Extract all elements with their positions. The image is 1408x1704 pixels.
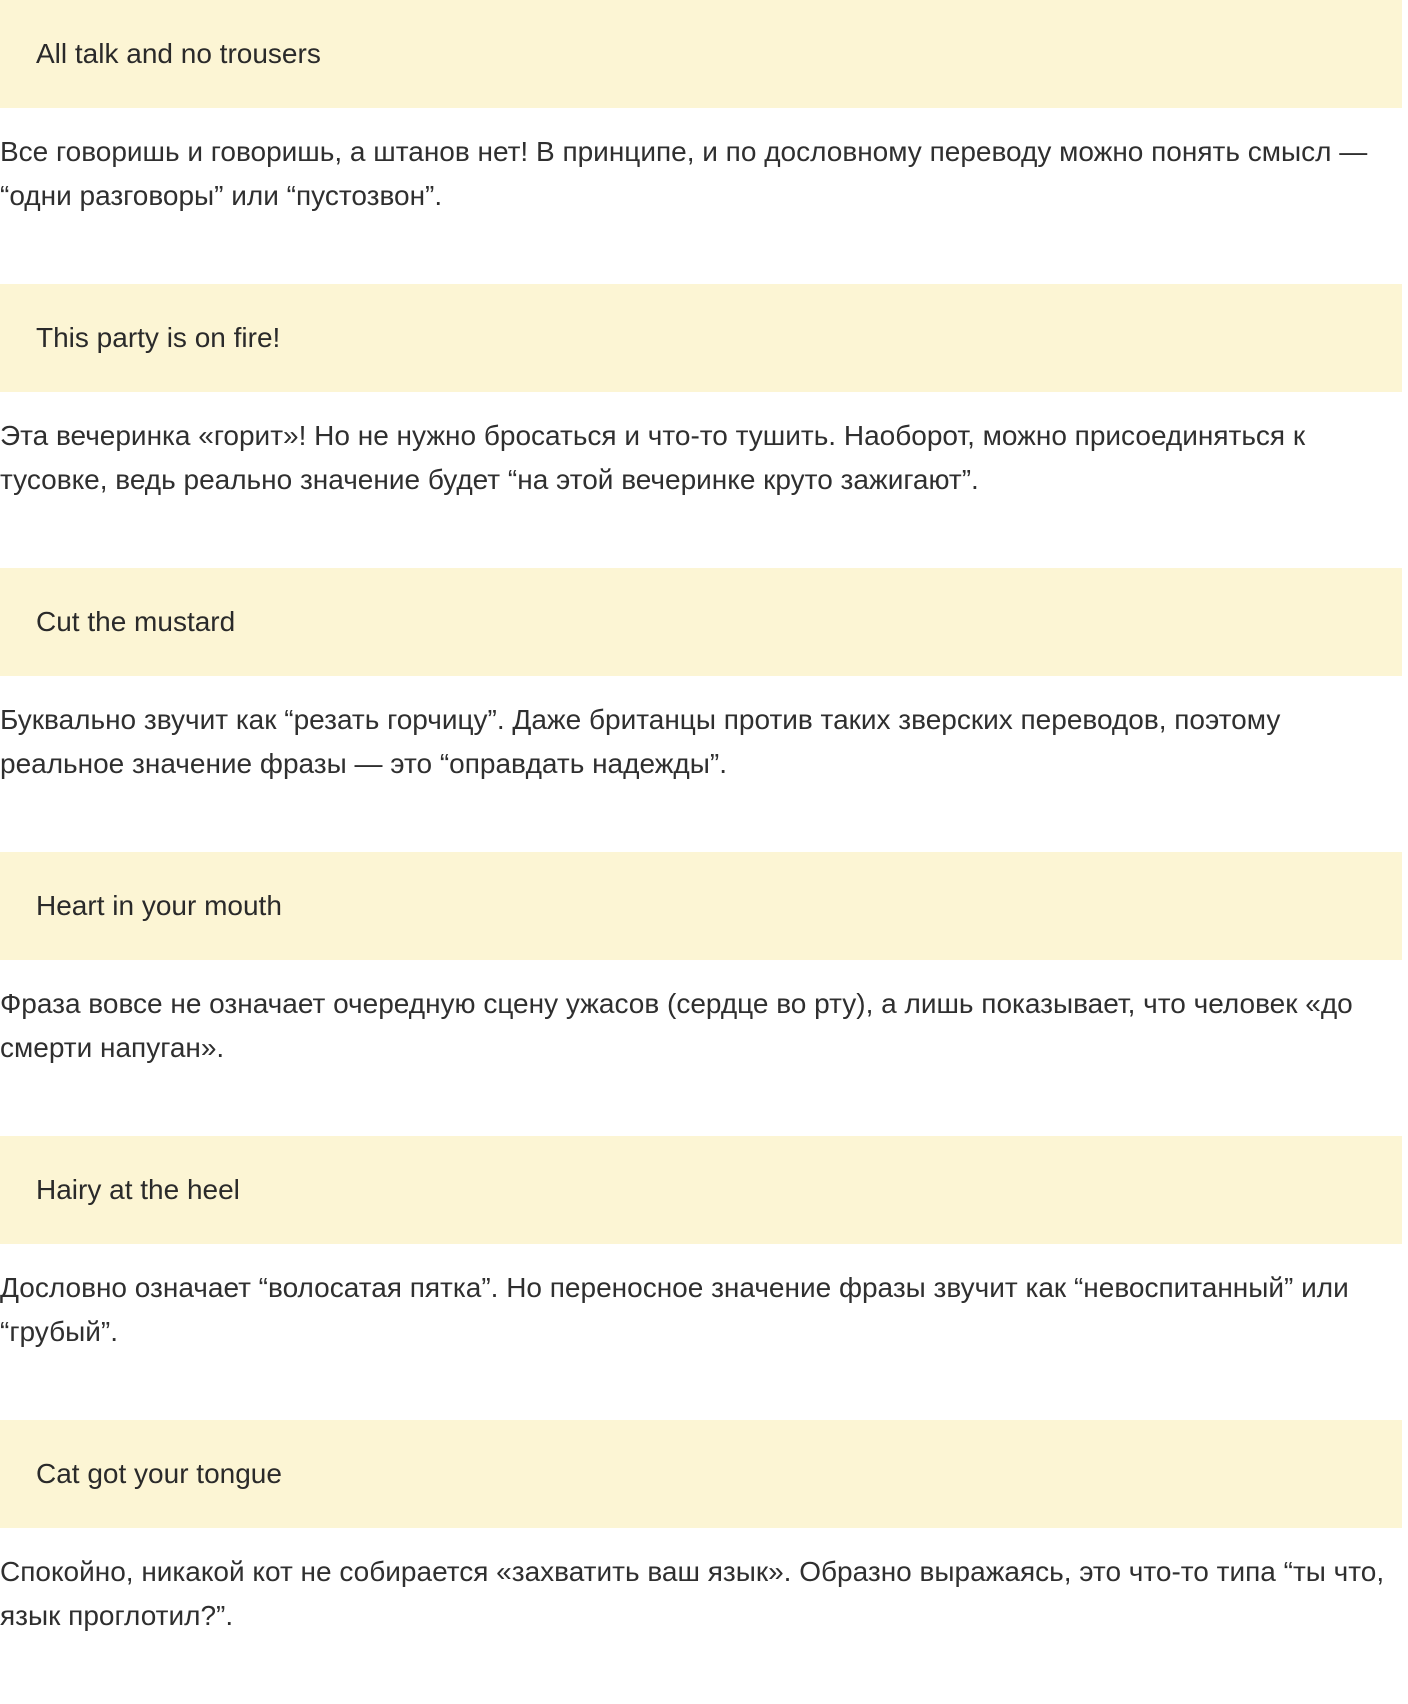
idiom-meaning: Спокойно, никакой кот не собирается «захватить ваш язык». Образно выражаясь, это что-то типа “ты что, язык проглотил?”. [0, 1556, 1385, 1631]
idiom-meaning: Фраза вовсе не означает очередную сцену ужасов (сердце во рту), а лишь показывает, что человек «до смерти напуган». [0, 988, 1353, 1063]
phrase-highlight-box [0, 0, 1402, 108]
idiom-entry [0, 1136, 1408, 1420]
idiom-phrase: This party is on fire! [36, 322, 281, 353]
idiom-entry [0, 284, 1408, 568]
idiom-meaning: Эта вечеринка «горит»! Но не нужно бросаться и что-то тушить. Наоборот, можно присоединяться к тусовке, ведь реально значение будет “на этой вечеринке круто зажигают”. [0, 420, 1306, 495]
idiom-entry [0, 568, 1408, 852]
phrase-highlight-box [0, 1420, 1402, 1528]
idiom-phrase: All talk and no trousers [36, 38, 321, 69]
phrase-highlight-box [0, 1136, 1402, 1244]
idiom-phrase: Cat got your tongue [36, 1458, 282, 1489]
idiom-entry [0, 1420, 1408, 1704]
phrase-highlight-box [0, 284, 1402, 392]
idiom-entry [0, 0, 1408, 284]
idiom-meaning: Дословно означает “волосатая пятка”. Но переносное значение фразы звучит как “невоспитанный” или “грубый”. [0, 1272, 1349, 1347]
idiom-phrase: Heart in your mouth [36, 890, 282, 921]
phrase-highlight-box [0, 852, 1402, 960]
idiom-meaning: Буквально звучит как “резать горчицу”. Даже британцы против таких зверских переводов, поэтому реальное значение фразы — это “оправдать надежды”. [0, 704, 1281, 779]
idiom-meaning: Все говоришь и говоришь, а штанов нет! В принципе, и по дословному переводу можно понять смысл — “одни разговоры” или “пустозвон”. [0, 136, 1368, 211]
idiom-entry [0, 852, 1408, 1136]
phrase-highlight-box [0, 568, 1402, 676]
idiom-phrase: Cut the mustard [36, 606, 236, 637]
idiom-phrase: Hairy at the heel [36, 1174, 240, 1205]
